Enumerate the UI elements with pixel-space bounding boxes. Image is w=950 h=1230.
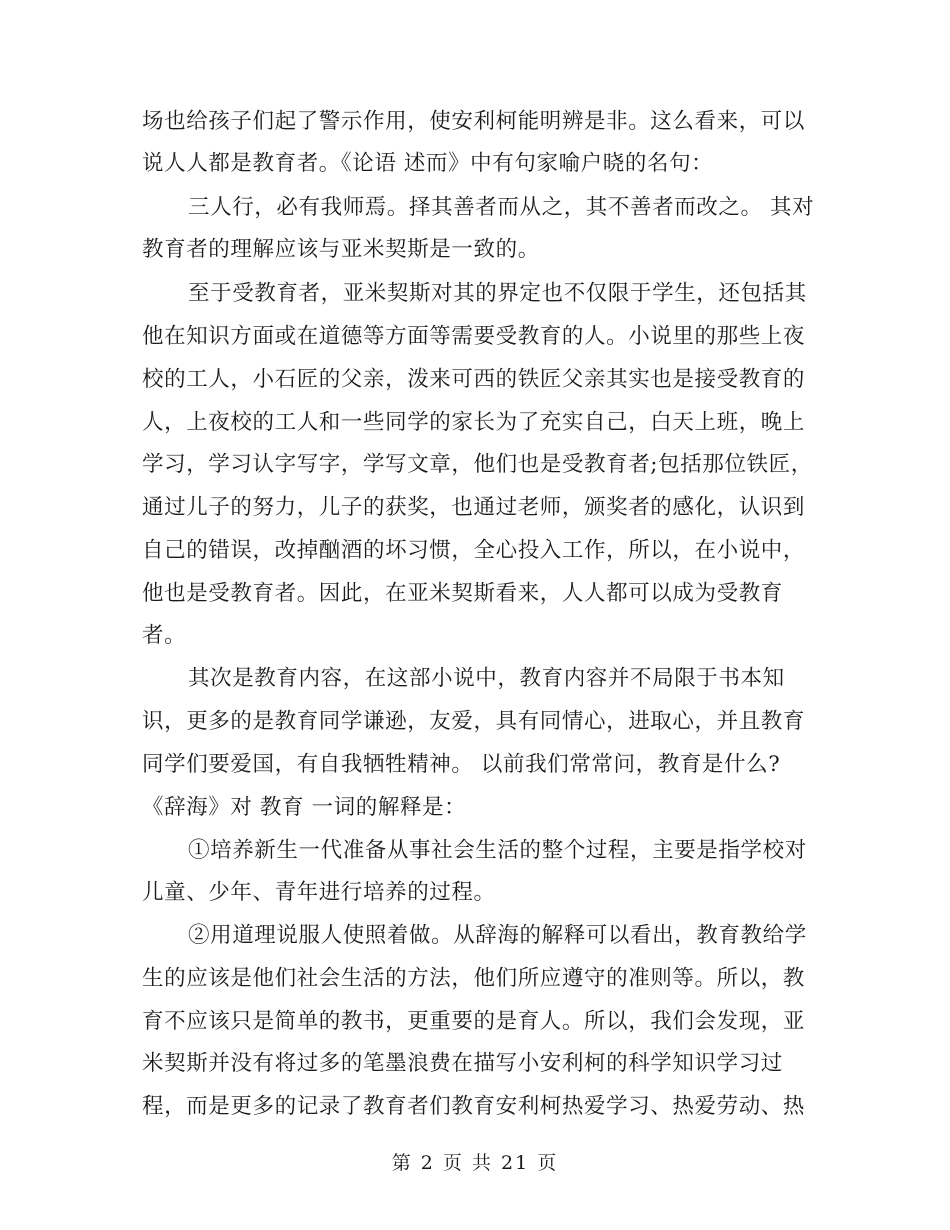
text-line: 学习，学习认字写字，学写文章，他们也是受教育者;包括那位铁匠， (142, 452, 813, 477)
text-line: 米契斯并没有将过多的笔墨浪费在描写小安利柯的科学知识学习过 (142, 1051, 783, 1076)
text-line: 儿童、少年、青年进行培养的过程。 (142, 880, 496, 905)
text-line: 教育者的理解应该与亚米契斯是一致的。 (142, 237, 540, 262)
text-line: 其次是教育内容，在这部小说中，教育内容并不局限于书本知 (188, 666, 785, 691)
text-line: 《辞海》对 教育 一词的解释是： (142, 795, 467, 820)
text-line: 生的应该是他们社会生活的方法，他们所应遵守的准则等。所以，教 (142, 966, 806, 991)
text-line: 程，而是更多的记录了教育者们教育安利柯热爱学习、热爱劳动、热 (142, 1094, 806, 1119)
text-line: 说人人都是教育者。《论语 述而》中有句家喻户晓的名句： (142, 151, 714, 176)
text-line: 至于受教育者，亚米契斯对其的界定也不仅限于学生，还包括其 (188, 281, 807, 306)
text-line: 他在知识方面或在道德等方面等需要受教育的人。小说里的那些上夜 (142, 324, 806, 349)
text-line: 通过儿子的努力，儿子的获奖，也通过老师，颁奖者的感化，认识到 (142, 495, 806, 520)
text-line: 识，更多的是教育同学谦逊，友爱，具有同情心，进取心，并且教育 (142, 709, 806, 734)
text-line: 场也给孩子们起了警示作用，使安利柯能明辨是非。这么看来，可以 (142, 109, 806, 134)
text-line: 育不应该只是简单的教书，更重要的是育人。所以，我们会发现，亚 (142, 1009, 806, 1034)
text-line: 三人行，必有我师焉。择其善者而从之，其不善者而改之。 其对 (188, 195, 815, 220)
text-line: 他也是受教育者。因此，在亚米契斯看来，人人都可以成为受教育 (142, 581, 783, 606)
text-line: ②用道理说服人使照着做。从辞海的解释可以看出，教育教给学 (188, 923, 807, 948)
text-line: 校的工人，小石匠的父亲，泼来可西的铁匠父亲其实也是接受教育的 (142, 367, 806, 392)
text-line: 自己的错误，改掉酗酒的坏习惯，全心投入工作，所以，在小说中， (142, 538, 806, 563)
text-line: 人，上夜校的工人和一些同学的家长为了充实自己，白天上班，晚上 (142, 410, 806, 435)
page-number: 第 2 页 共 21 页 (391, 1152, 559, 1174)
text-line: ①培养新生一代准备从事社会生活的整个过程，主要是指学校对 (188, 838, 807, 863)
text-line: 者。 (142, 623, 187, 648)
text-line: 同学们要爱国，有自我牺牲精神。 以前我们常常问，教育是什么? (142, 752, 781, 777)
